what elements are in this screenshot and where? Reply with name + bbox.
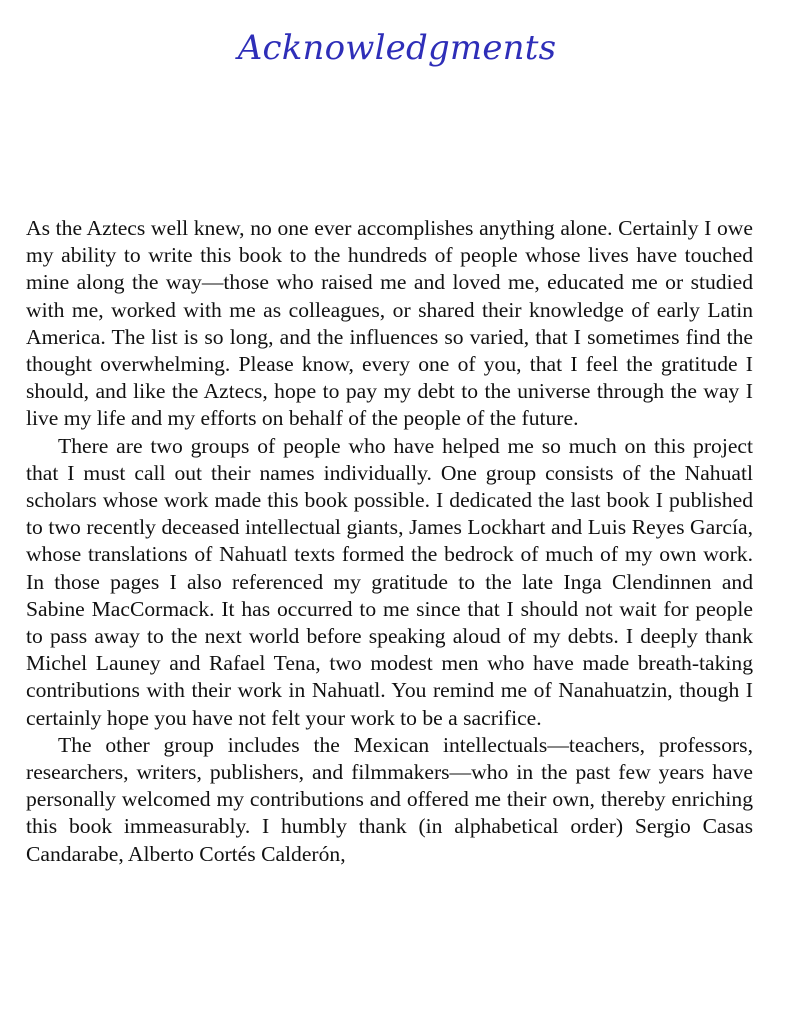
paragraph-2: There are two groups of people who have helped me so much on this project that I must call out their names individually. One group consists of the Nahuatl scholars whose work made this book possible. I dedicated the last book I published to two recently deceased intellectual giants, James Lockhart and Luis Reyes García, whose translations of Nahuatl texts formed the bedrock of much of my own work. In those pages I also referenced my gratitude to the late Inga Clendinnen and Sabine MacCormack. It has occurred to me since that I should not wait for people to pass away to the next world before speaking aloud of my debts. I deeply thank Michel Launey and Rafael Tena, two modest men who have made breath-taking contributions with their work in Nahuatl. You remind me of Nanahuatzin, though I certainly hope you have not felt your work to be a sacrifice. xyxy=(26,433,753,730)
paragraph-3: The other group includes the Mexican intellectuals—teachers, professors, researchers, writers, publishers, and filmmakers—who in the past few years have personally welcomed my contributions and offered me their own, thereby enriching this book immeasurably. I humbly thank (in alphabetical order) Sergio Casas Candarabe, Alberto Cortés Calderón, xyxy=(26,732,753,866)
paragraph-1: As the Aztecs well knew, no one ever accomplishes anything alone. Certainly I owe my ability to write this book to the hundreds of people whose lives have touched mine along the way—those who raised me and loved me, educated me or studied with me, worked with me as colleagues, or shared their knowledge of early Latin America. The list is so long, and the influences so varied, that I sometimes find the thought overwhelming. Please know, every one of you, that I feel the gratitude I should, and like the Aztecs, hope to pay my debt to the universe through the way I live my life and my efforts on behalf of the people of the future. xyxy=(26,216,753,431)
page-title: Acknowledgments xyxy=(237,28,557,68)
body-text xyxy=(26,215,753,868)
